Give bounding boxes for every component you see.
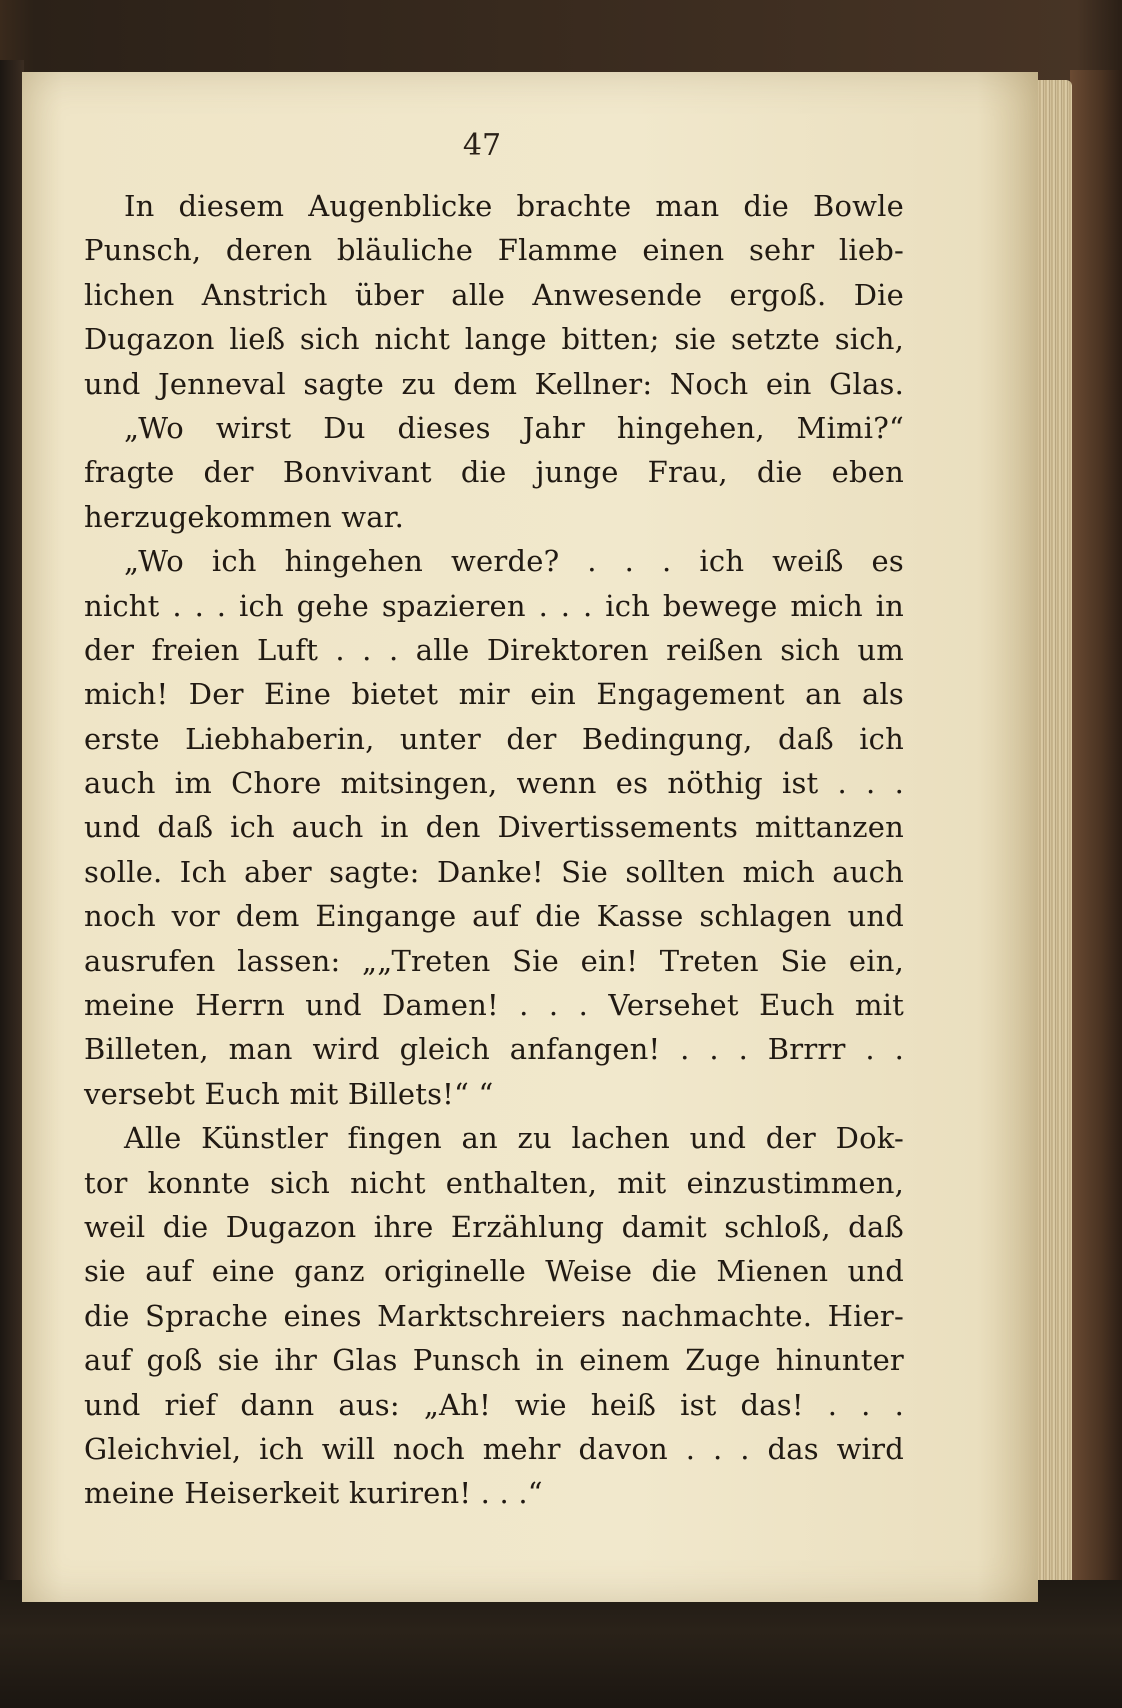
text-line: auf goß sie ihr Glas Punsch in einem Zuge hinunter <box>84 1343 904 1378</box>
text-line: sie auf eine ganz originelle Weise die Mienen und <box>84 1254 904 1289</box>
page-text <box>84 184 904 1516</box>
book-spine <box>0 60 24 1600</box>
text-line: nicht . . . ich gehe spazieren . . . ich bewege mich in <box>84 588 904 623</box>
text-line: In diesem Augenblicke brachte man die Bowle <box>124 189 904 223</box>
text-line: und rief dann aus: „Ah! wie heiß ist das! . . . <box>84 1387 904 1422</box>
text-line: auch im Chore mitsingen, wenn es nöthig ist . . . <box>84 766 904 801</box>
text-line: erste Liebhaberin, unter der Bedingung, daß ich <box>84 721 904 756</box>
text-line: „Wo wirst Du dieses Jahr hingehen, Mimi?“ <box>124 410 904 445</box>
page-number: 47 <box>462 128 502 163</box>
text-line: lichen Anstrich über alle Anwesende ergoß. Die <box>84 277 904 312</box>
page-edges <box>1032 80 1072 1610</box>
text-line: der freien Luft . . . alle Direktoren reißen sich um <box>84 632 904 667</box>
text-line: versebt Euch mit Billets!“ “ <box>84 1076 494 1111</box>
text-line: tor konnte sich nicht enthalten, mit einzustimmen, <box>84 1165 904 1200</box>
text-line: mich! Der Eine bietet mir ein Engagement an als <box>84 677 904 712</box>
text-line: herzugekommen war. <box>84 499 405 534</box>
book-page <box>22 72 1038 1602</box>
text-line: „Wo ich hingehen werde? . . . ich weiß es <box>124 544 904 579</box>
text-line: ausrufen lassen: „„Treten Sie ein! Treten Sie ein, <box>84 943 904 978</box>
text-line: noch vor dem Eingange auf die Kasse schlagen und <box>84 899 904 934</box>
text-line: weil die Dugazon ihre Erzählung damit schloß, daß <box>84 1209 904 1244</box>
text-line: solle. Ich aber sagte: Danke! Sie sollten mich auch <box>84 854 904 889</box>
text-line: die Sprache eines Marktschreiers nachmachte. Hier- <box>84 1298 904 1333</box>
text-line: und daß ich auch in den Divertissements mittanzen <box>84 810 904 845</box>
text-line: fragte der Bonvivant die junge Frau, die eben <box>84 455 904 490</box>
text-line: Gleichviel, ich will noch mehr davon . . . das wird <box>84 1431 904 1466</box>
text-line: Dugazon ließ sich nicht lange bitten; sie setzte sich, <box>84 322 904 357</box>
text-line: Billeten, man wird gleich anfangen! . . . Brrrr . . <box>84 1032 904 1067</box>
text-line: Alle Künstler fingen an zu lachen und der Dok- <box>124 1121 904 1156</box>
text-line: und Jenneval sagte zu dem Kellner: Noch ein Glas. <box>84 366 904 401</box>
book-cover-edge <box>1070 70 1122 1630</box>
text-line: Punsch, deren bläuliche Flamme einen sehr lieb- <box>84 233 904 268</box>
text-line: meine Herrn und Damen! . . . Versehet Euch mit <box>84 988 904 1023</box>
text-line: meine Heiserkeit kuriren! . . .“ <box>84 1476 543 1511</box>
